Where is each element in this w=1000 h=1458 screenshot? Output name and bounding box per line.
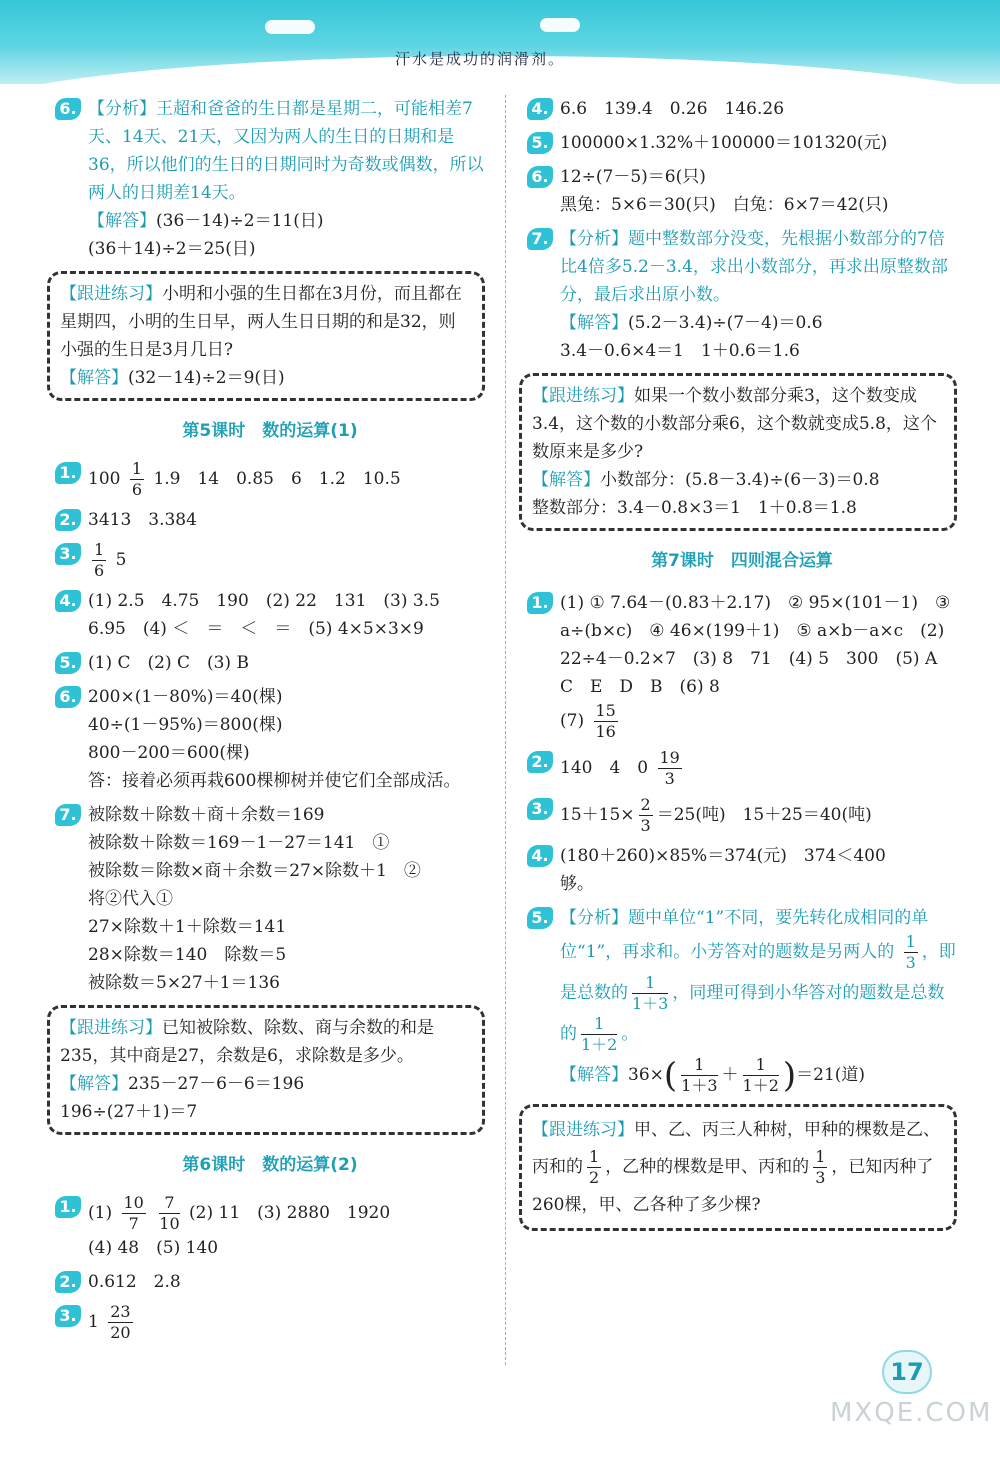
answer-line: (5.2－3.4)÷(7－4)＝0.6: [628, 313, 823, 333]
fraction: $\frac{1}{6}$: [131, 459, 143, 499]
fraction: $\frac{7}{10}$: [159, 1193, 180, 1233]
answer-line: (4) 48 (5) 140: [88, 1238, 219, 1258]
answer-text: 5: [115, 550, 127, 570]
question-number: 3.: [55, 543, 81, 565]
answer-tag: 【解答】: [560, 1065, 628, 1085]
practice-box: [47, 1005, 485, 1135]
question-6: [527, 163, 957, 219]
practice-box: [519, 1104, 957, 1231]
column-divider: [505, 95, 506, 1365]
paren-close: ): [782, 1055, 797, 1096]
question-2: [55, 1268, 485, 1296]
analysis-text: 题中单位“1”不同，要先转化成相同的单位“1”，再求和。小芳答对的题数是另两人的: [560, 908, 929, 962]
analysis-tag: 【分析】: [88, 99, 156, 119]
answer-text: ＝25(吨) 15＋25＝40(吨): [656, 805, 872, 825]
question-number: 4.: [55, 590, 81, 612]
answer-line: 够。: [560, 874, 594, 894]
fraction: $\frac{23}{20}$: [110, 1302, 131, 1342]
question-number: 5.: [55, 652, 81, 674]
answer-tag: 【解答】: [532, 470, 600, 490]
answer-text: 1.9 14 0.85 6 1.2 10.5: [153, 469, 401, 489]
question-2: [55, 506, 485, 534]
practice-text: ，已知丙种了260棵，甲、乙各种了多少棵?: [532, 1157, 934, 1215]
fraction: $\frac{19}{3}$: [659, 748, 680, 788]
answer-line: 被除数＋除数＝169－1－27＝141 ①: [88, 833, 390, 853]
answer-text: 0.612 2.8: [88, 1272, 181, 1292]
question-4: [527, 842, 957, 898]
answer-line: 800－200＝600(棵): [88, 743, 250, 763]
fraction: $\frac{1}{3}$: [905, 932, 916, 972]
practice-box: [519, 373, 957, 531]
question-number: 7.: [55, 804, 81, 826]
question-number: 5.: [527, 907, 553, 929]
header-banner: [0, 0, 1000, 84]
left-column: [55, 95, 485, 1349]
answer-line: 200×(1－80%)＝40(棵): [88, 687, 283, 707]
answer-line: (32－14)÷2＝9(日): [128, 368, 285, 388]
practice-tag: 【跟进练习】: [60, 1018, 162, 1038]
answer-line: (1) 2.5 4.75 190 (2) 22 131 (3) 3.5: [88, 591, 440, 611]
answer-text: (1): [88, 1203, 113, 1223]
answer-text: ＝21(道): [796, 1065, 866, 1085]
question-6b: [55, 683, 485, 795]
answer-text: 100000×1.32%＋100000＝101320(元): [560, 133, 888, 153]
answer-text: (1) ① 7.64－(0.83＋2.17) ② 95×(101－1) ③ a÷(b×c) ④ 46×(199＋1) ⑤ a×b－a×c (2) 22÷4－0.2×7 (3) 8 71 (4) 5 300 (5) A C E D B (6) 8: [560, 593, 955, 697]
section-title: 第5课时 数的运算(1): [182, 421, 358, 441]
practice-text: 已知被除数、除数、商与余数的和是235，其中商是27，余数是6，求除数是多少。: [60, 1018, 434, 1066]
question-number: 6.: [55, 686, 81, 708]
answer-line: 黑兔：5×6＝30(只) 白兔：6×7＝42(只): [560, 195, 889, 215]
analysis-text: 题中整数部分没变，先根据小数部分的7倍比4倍多5.2－3.4，求出小数部分，再求出原整数部分，最后求出原小数。: [560, 229, 948, 305]
page-number: 17: [882, 1350, 932, 1394]
question-3: [55, 1302, 485, 1343]
practice-text: 小明和小强的生日都在3月份，而且都在星期四，小明的生日早，两人生日日期的和是32，则小强的生日是3月几日?: [60, 284, 462, 360]
practice-tag: 【跟进练习】: [60, 284, 162, 304]
answer-tag: 【解答】: [88, 211, 156, 231]
answer-tag: 【解答】: [60, 1074, 128, 1094]
paren-open: (: [663, 1055, 678, 1096]
practice-tag: 【跟进练习】: [532, 386, 634, 406]
analysis-text: ，即是总数的: [560, 942, 956, 1003]
question-number: 6.: [527, 166, 553, 188]
answer-line: 整数部分：3.4－0.8×3＝1 1＋0.8＝1.8: [532, 498, 857, 518]
answer-line: 28×除数＝140 除数＝5: [88, 945, 287, 965]
question-5: [527, 129, 957, 157]
question-number: 4.: [527, 98, 553, 120]
answer-line: 小数部分：(5.8－3.4)÷(6－3)＝0.8: [600, 470, 880, 490]
analysis-tag: 【分析】: [560, 229, 628, 249]
watermark: MXQE.COM: [830, 1398, 993, 1428]
answer-text: (1) C (2) C (3) B: [88, 653, 249, 673]
fraction: $\frac{1}{1+2}$: [742, 1055, 779, 1095]
practice-text: 如果一个数小数部分乘3，这个数变成3.4，这个数的小数部分乘6，这个数就变成5.8，这个数原来是多少?: [532, 386, 937, 462]
question-1: [55, 459, 485, 500]
fraction: $\frac{15}{16}$: [595, 701, 616, 741]
answer-line: 6.95 (4) ＜ ＝ ＜ ＝ (5) 4×5×3×9: [88, 619, 424, 639]
answer-text: 6.6 139.4 0.26 146.26: [560, 99, 785, 119]
answer-text: 36×: [628, 1065, 664, 1085]
fraction: $\frac{1}{3}$: [815, 1147, 826, 1187]
analysis-text: 。: [621, 1024, 639, 1044]
question-number: 7.: [527, 228, 553, 250]
practice-text: 甲、乙、丙三人种树，甲种的棵数是乙、丙和的: [532, 1120, 940, 1177]
fraction: $\frac{1}{1+2}$: [581, 1014, 618, 1054]
question-5: 5. 【分析】题中单位“1”不同，要先转化成相同的单位“1”，再求和。小芳答对的题数是另两人的 $\frac{1}{3}$ ，即是总数的 $\frac{1}{1+3}$ ，同理可得到小华答对的题数是总数的 $\frac{1}{1+2}$ 。 【解答】36×( $\frac{1}{1+3}$ ＋ $\frac{1}{1+2}$ )＝21(道): [527, 904, 957, 1096]
question-7: [527, 225, 957, 365]
question-number: 2.: [527, 751, 553, 773]
question-1: [55, 1193, 485, 1262]
header-motto: 汗水是成功的润滑剂。: [395, 50, 566, 68]
answer-tag: 【解答】: [60, 368, 128, 388]
fraction: $\frac{10}{7}$: [123, 1193, 144, 1233]
practice-tag: 【跟进练习】: [532, 1120, 634, 1140]
question-number: 3.: [527, 798, 553, 820]
cloud-shape: [540, 18, 580, 32]
answer-line: 235－27－6－6＝196: [128, 1074, 305, 1094]
answer-tag: 【解答】: [560, 313, 628, 333]
question-3: [55, 540, 485, 581]
fraction: $\frac{1}{6}$: [94, 540, 105, 580]
analysis-text: ，同理可得到小华答对的题数是总数的: [560, 983, 945, 1044]
question-4: [55, 587, 485, 643]
answer-line: (180＋260)×85%＝374(元) 374＜400: [560, 846, 886, 866]
analysis-tag: 【分析】: [560, 908, 628, 928]
answer-line: 将②代入①: [88, 889, 173, 909]
question-7: [55, 801, 485, 997]
answer-text: 1: [88, 1312, 99, 1332]
question-3: [527, 795, 957, 836]
question-number: 1.: [527, 592, 553, 614]
fraction: $\frac{1}{1+3}$: [681, 1055, 718, 1095]
question-number: 2.: [55, 1271, 81, 1293]
question-4: [527, 95, 957, 123]
answer-line: (36－14)÷2＝11(日): [156, 211, 324, 231]
question-number: 2.: [55, 509, 81, 531]
answer-line: 答：接着必须再栽600棵柳树并使它们全部成活。: [88, 771, 461, 791]
question-number: 5.: [527, 132, 553, 154]
question-5: [55, 649, 485, 677]
answer-text: (7): [560, 711, 585, 731]
answer-line: 27×除数＋1＋除数＝141: [88, 917, 287, 937]
fraction: $\frac{1}{1+3}$: [632, 973, 669, 1013]
answer-text: 100: [88, 469, 121, 489]
question-2: [527, 748, 957, 789]
question-number: 1.: [55, 462, 81, 484]
section-title: 第6课时 数的运算(2): [182, 1155, 358, 1175]
cloud-shape: [265, 20, 315, 34]
practice-box: [47, 271, 485, 401]
right-column: [527, 95, 957, 1245]
answer-line: 196÷(27＋1)＝7: [60, 1102, 198, 1122]
answer-text: 3413 3.384: [88, 510, 197, 530]
answer-line: (36＋14)÷2＝25(日): [88, 239, 256, 259]
practice-text: ，乙种的棵数是甲、丙和的: [605, 1157, 810, 1177]
answer-line: 被除数＝除数×商＋余数＝27×除数＋1 ②: [88, 861, 421, 881]
section-title: 第7课时 四则混合运算: [651, 551, 833, 571]
fraction: $\frac{1}{2}$: [589, 1147, 600, 1187]
question-number: 6.: [55, 98, 81, 120]
analysis-text: 王超和爸爸的生日都是星期二，可能相差7天、14天、21天，又因为两人的生日的日期和是36，所以他们的生日的日期同时为奇数或偶数，所以两人的日期差14天。: [88, 99, 484, 203]
answer-line: 被除数＋除数＋商＋余数＝169: [88, 805, 325, 825]
question-6: [55, 95, 485, 263]
fraction: $\frac{2}{3}$: [640, 795, 651, 835]
answer-text: 15＋15×: [560, 805, 635, 825]
answer-line: 12÷(7－5)＝6(只): [560, 167, 706, 187]
answer-line: 3.4－0.6×4＝1 1＋0.6＝1.6: [560, 341, 800, 361]
answer-line: 被除数＝5×27＋1＝136: [88, 973, 280, 993]
answer-text: (2) 11 (3) 2880 1920: [189, 1203, 391, 1223]
answer-line: 40÷(1－95%)＝800(棵): [88, 715, 283, 735]
question-number: 4.: [527, 845, 553, 867]
question-number: 3.: [55, 1305, 81, 1327]
answer-text: 140 4 0: [560, 758, 649, 778]
question-1: [527, 589, 957, 742]
question-number: 1.: [55, 1196, 81, 1218]
